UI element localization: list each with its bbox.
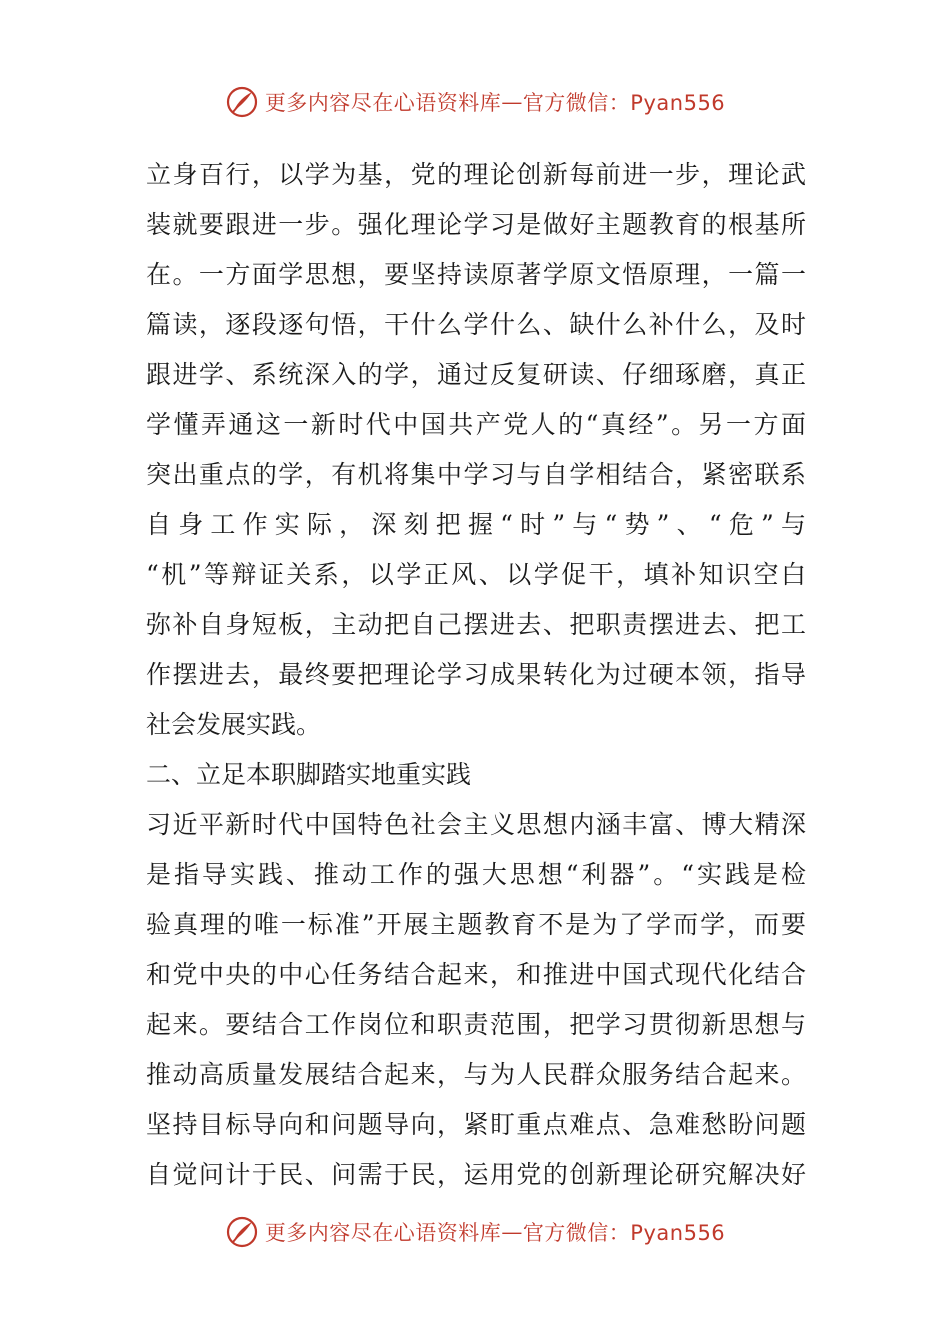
- body-line: 是指导实践、推动工作的强大思想“利器”。“实践是检: [146, 860, 806, 889]
- watermark-separator: —: [501, 90, 523, 114]
- body-line: 篇读，逐段逐句悟，干什么学什么、缺什么补什么，及时: [146, 310, 806, 339]
- body-line: 立身百行，以学为基，党的理论创新每前进一步，理论武: [146, 160, 806, 189]
- watermark-text: 更多内容尽在心语资料库: [264, 1221, 502, 1245]
- body-line: 推动高质量发展结合起来，与为人民群众服务结合起来。: [146, 1060, 806, 1089]
- body-line: 在。一方面学思想，要坚持读原著学原文悟原理，一篇一: [146, 260, 806, 289]
- body-line: 社会发展实践。: [146, 710, 322, 739]
- quill-logo-icon: [225, 85, 259, 119]
- header-watermark: [0, 82, 950, 122]
- quill-logo-icon: [225, 1215, 259, 1249]
- body-line: 突出重点的学，有机将集中学习与自学相结合，紧密联系: [146, 460, 806, 489]
- body-line: 自身工作实际，深刻把握“时”与“势”、“危”与: [146, 510, 806, 539]
- footer-watermark: [0, 1212, 950, 1252]
- body-line: 自觉问计于民、问需于民，运用党的创新理论研究解决好: [146, 1160, 806, 1189]
- body-line: 学懂弄通这一新时代中国共产党人的“真经”。另一方面: [146, 410, 806, 439]
- watermark-separator: —: [501, 1220, 523, 1244]
- body-line: 验真理的唯一标准”开展主题教育不是为了学而学，而要: [146, 910, 806, 939]
- document-body: [146, 150, 806, 1200]
- section-heading: 二、立足本职脚踏实地重实践: [146, 760, 472, 789]
- body-line: 跟进学、系统深入的学，通过反复研读、仔细琢磨，真正: [146, 360, 806, 389]
- body-line: 起来。要结合工作岗位和职责范围，把学习贯彻新思想与: [146, 1010, 806, 1039]
- body-line: 和党中央的中心任务结合起来，和推进中国式现代化结合: [146, 960, 806, 989]
- watermark-text: 更多内容尽在心语资料库: [264, 91, 502, 115]
- body-line: 习近平新时代中国特色社会主义思想内涵丰富、博大精深: [146, 810, 806, 839]
- body-line: “机”等辩证关系，以学正风、以学促干，填补知识空白: [146, 560, 806, 589]
- body-line: 弥补自身短板，主动把自己摆进去、把职责摆进去、把工: [146, 610, 806, 639]
- body-line: 装就要跟进一步。强化理论学习是做好主题教育的根基所: [146, 210, 806, 239]
- watermark-wechat: 官方微信：Pyan556: [522, 1221, 726, 1245]
- body-line: 作摆进去，最终要把理论学习成果转化为过硬本领，指导: [146, 660, 806, 689]
- body-line: 坚持目标导向和问题导向，紧盯重点难点、急难愁盼问题: [146, 1110, 806, 1139]
- watermark-wechat: 官方微信：Pyan556: [522, 91, 726, 115]
